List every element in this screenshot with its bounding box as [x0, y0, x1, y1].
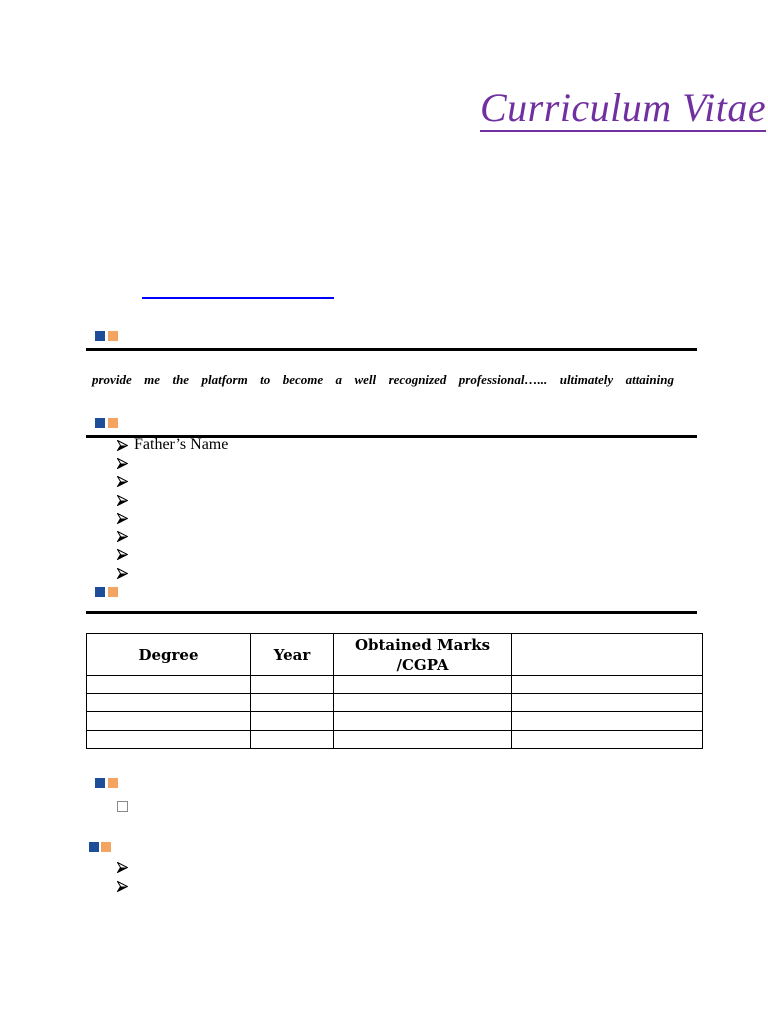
table-cell: [87, 676, 251, 694]
list-item: [117, 454, 228, 472]
orange-square-icon: [108, 331, 118, 341]
objective-section-marker: [95, 331, 118, 341]
arrowhead-bullet-icon: [117, 495, 128, 506]
list-item: [117, 546, 228, 564]
arrowhead-bullet-icon: [117, 568, 128, 579]
table-cell: [251, 694, 334, 712]
orange-square-icon: [101, 842, 111, 852]
table-header-row: [87, 634, 703, 676]
section-divider: [86, 348, 697, 351]
orange-square-icon: [108, 778, 118, 788]
table-cell: [251, 676, 334, 694]
table-cell: [251, 712, 334, 731]
table-row: [87, 712, 703, 731]
table-cell: [334, 676, 512, 694]
list-item: [117, 858, 128, 877]
education-table: [86, 633, 703, 749]
email-link[interactable]: [142, 297, 334, 299]
arrowhead-bullet-icon: [117, 549, 128, 560]
table-cell: [334, 712, 512, 731]
arrowhead-bullet-icon: [117, 531, 128, 542]
table-cell: [87, 731, 251, 749]
arrowhead-bullet-icon: [117, 476, 128, 487]
table-header-marks: [334, 634, 512, 676]
objective-text: provide me the platform to become a well recognized professional…... ultimately attaining: [92, 372, 674, 387]
table-cell: [512, 676, 703, 694]
section-5-list: [117, 858, 128, 896]
arrowhead-bullet-icon: [117, 513, 128, 524]
blue-square-icon: [95, 778, 105, 788]
table-cell: [512, 694, 703, 712]
column-label: Degree: [138, 645, 199, 664]
column-label: Obtained Marks /CGPA: [354, 635, 491, 674]
table-cell: [334, 694, 512, 712]
list-item: [117, 527, 228, 545]
checkbox-icon: [117, 801, 128, 812]
blue-square-icon: [95, 418, 105, 428]
table-cell: [512, 731, 703, 749]
table-header-blank: [512, 634, 703, 676]
personal-details-list: [117, 436, 228, 582]
education-section-marker: [95, 587, 118, 597]
table-cell: [334, 731, 512, 749]
table-header-degree: [87, 634, 251, 676]
section-marker-4: [95, 778, 118, 788]
personal-details-section-marker: [95, 418, 118, 428]
blue-square-icon: [95, 331, 105, 341]
list-item: [117, 436, 228, 454]
table-header-year: [251, 634, 334, 676]
arrowhead-bullet-icon: [117, 440, 128, 451]
section-marker-5: [89, 842, 112, 852]
column-label: Year: [273, 645, 311, 664]
table-cell: [87, 694, 251, 712]
table-row: [87, 694, 703, 712]
table-cell: [87, 712, 251, 731]
blue-square-icon: [89, 842, 99, 852]
list-item: [117, 509, 228, 527]
table-cell: [512, 712, 703, 731]
document-title: Curriculum Vitae: [480, 85, 767, 130]
list-item: [117, 473, 228, 491]
orange-square-icon: [108, 587, 118, 597]
list-item: [117, 491, 228, 509]
section-divider: [86, 611, 697, 614]
table-row: [87, 731, 703, 749]
arrowhead-bullet-icon: [117, 881, 128, 892]
blue-square-icon: [95, 587, 105, 597]
table-row: [87, 676, 703, 694]
list-item: [117, 877, 128, 896]
list-item: [117, 564, 228, 582]
list-item-label: Father’s Name: [134, 436, 229, 454]
arrowhead-bullet-icon: [117, 458, 128, 469]
arrowhead-bullet-icon: [117, 862, 128, 873]
table-cell: [251, 731, 334, 749]
orange-square-icon: [108, 418, 118, 428]
